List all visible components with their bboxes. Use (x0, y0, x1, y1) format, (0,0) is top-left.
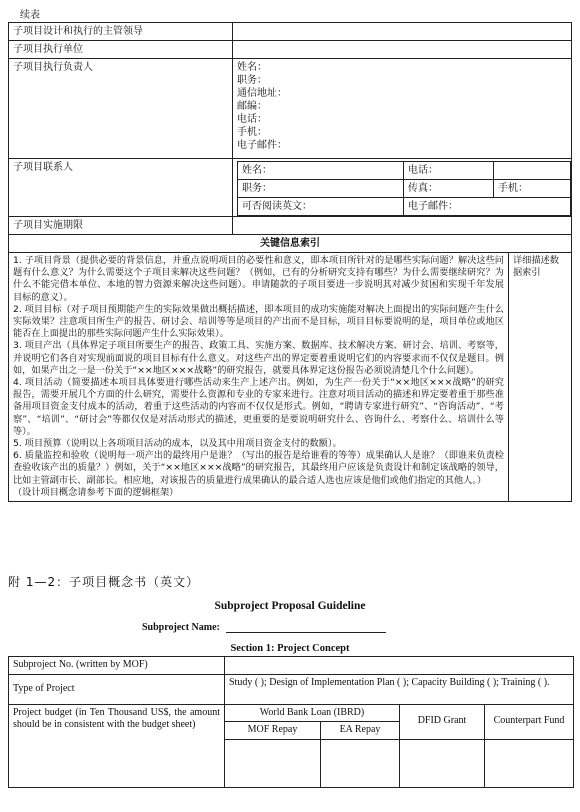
row-leader-value (233, 23, 572, 41)
row-type-value: Study ( ); Design of Implementation Plan ( ); Capacity Building ( ); Training ( ). (225, 674, 574, 704)
contact-field-email: 电子邮件： (404, 198, 571, 216)
contact-field-phone: 电话： (404, 162, 494, 180)
row-leader-label: 子项目设计和执行的主管领导 (9, 23, 233, 41)
fund-mof-value (225, 739, 321, 787)
row-exec-person-label: 子项目执行负责人 (9, 59, 233, 159)
exec-field-address: 通信地址： (237, 88, 287, 99)
continued-label: 续表 (20, 10, 40, 21)
contact-field-title: 职务： (238, 180, 404, 198)
row-period-label: 子项目实施期限 (9, 217, 233, 235)
exec-field-name: 姓名： (237, 62, 267, 73)
subproject-name-label: Subproject Name: (142, 622, 220, 633)
key-info-body (9, 253, 509, 502)
fund-wb-loan: World Bank Loan (IBRD) (225, 704, 400, 722)
fund-dfid-value (400, 739, 485, 787)
exec-field-mobile: 手机： (237, 127, 267, 138)
row-type-label: Type of Project (9, 674, 225, 704)
subproject-info-table (8, 22, 572, 502)
fund-mof-repay: MOF Repay (225, 722, 321, 740)
contact-field-fax: 传真： (404, 180, 494, 198)
fund-dfid: DFID Grant (400, 704, 485, 739)
key-item-background: 1. 子项目背景（提供必要的背景信息，并重点说明项目的必要性和意义，即本项目所针对的是哪些实际问题？解决这些问题有什么意义？为什么需要这个子项目来解决这些问题？（例如，已有的分析研究支持有哪些？为什么需要继续研究？为什么不能完借本单位、本地的智力资源来解决这些问题）。申请随款的子项目要进一步说明其对减少贫困和实现千年发展目标的意义）。 (13, 255, 504, 303)
row-no-label: Subproject No. (written by MOF) (9, 657, 225, 675)
contact-field-english: 可否阅读英文： (238, 198, 404, 216)
proposal-title: Subproject Proposal Guideline (214, 600, 366, 612)
section-title: Section 1: Project Concept (230, 643, 350, 654)
subproject-name-field (142, 622, 386, 633)
fund-counterpart: Counterpart Fund (485, 704, 574, 739)
appendix-title: 附 1—2：子项目概念书（英文） (8, 575, 200, 589)
key-item-logframe-note: （设计项目概念请参考下面的逻辑框架） (13, 486, 179, 498)
fund-ea-repay: EA Repay (321, 722, 400, 740)
project-concept-table (8, 656, 574, 788)
exec-field-email: 电子邮件： (237, 140, 287, 151)
side-note: 详细描述数据索引 (509, 253, 572, 502)
key-item-objective: 2. 项目目标（对子项目预期能产生的实际效果做出概括描述，即本项目的成功实施能对解决上面提出的实际问题产生什么实际效果？注意项目所生产的报告、研讨会、培训等等是项目的产出而不是目标，项目目标要说明的是，项目单位或地区能否在上面提出的那些实际问题产生什么实际效果）。 (13, 303, 504, 340)
exec-field-phone: 电话： (237, 114, 267, 125)
fund-counterpart-value (485, 739, 574, 787)
key-item-budget: 5. 项目预算（说明以上各项项目活动的成本，以及其中用项目资金支付的数额）。 (13, 438, 342, 450)
contact-field-mobile: 手机： (494, 180, 571, 198)
row-budget-label: Project budget (in Ten Thousand US$, the amount should be in consistent with the budget sheet) (9, 704, 225, 787)
key-item-quality: 6. 质量监控和验收（说明每一项产出的最终用户是谁？（写出的报告是给谁看的等等）成果确认人是谁？（即谁来负责检查验收该产出的质量？）例如，关于“××地区×××战略”的研究报告，其最终用户应该是负责设计和制定该战略的领导，比如主管副市长、副部长。相应地，对该报告的质量进行成果确认的最合适人选也应该是他们或他们指定的其他人。） (13, 450, 504, 486)
row-period-value (233, 217, 572, 235)
exec-field-postcode: 邮编： (237, 101, 267, 112)
row-exec-unit-label: 子项目执行单位 (9, 41, 233, 59)
row-exec-unit-value (233, 41, 572, 59)
fund-ea-value (321, 739, 400, 787)
key-info-title: 关键信息索引 (9, 235, 572, 253)
row-contact-label: 子项目联系人 (9, 159, 233, 217)
key-item-activities: 4. 项目活动（简要描述本项目具体要进行哪些活动来生产上述产出。例如，为生产一份关于“××地区×××战略”的研究报告，需要开展几个方面的什么研究，需要什么资源和专业的专家来进行。注意对项目活动的描述和界定要着重于那些准备用项目资金支付成本的活动，着重于这些活动的内容而不仅仅是形式。例如，“聘请专家进行研究”、“咨询活动”、“考察”、“培训”、“研讨会”等都仅仅是对活动形式的描述，更重要的是要说明研究什么、咨询什么、考察什么、培训什么等等）。 (13, 377, 504, 437)
exec-person-fields (233, 59, 572, 159)
contact-fields (233, 159, 572, 217)
row-no-value (225, 657, 574, 675)
exec-field-title: 职务： (237, 75, 267, 86)
subproject-name-line (226, 632, 386, 633)
key-item-outputs: 3. 项目产出（具体界定子项目所要生产的报告、政策工具、实施方案、数据库、技术解决方案、研讨会、培训、考察等，并说明它们各自对实现前面说的项目目标有什么意义。对这些产出的界定要着重说明它们的内容要求而不仅仅是题目。例如，如果产出之一是一份关于“××地区×××战略”的研究报告，就要具体界定这份报告必须说清楚几个什么问题）。 (13, 340, 504, 376)
contact-field-name: 姓名： (238, 162, 404, 180)
